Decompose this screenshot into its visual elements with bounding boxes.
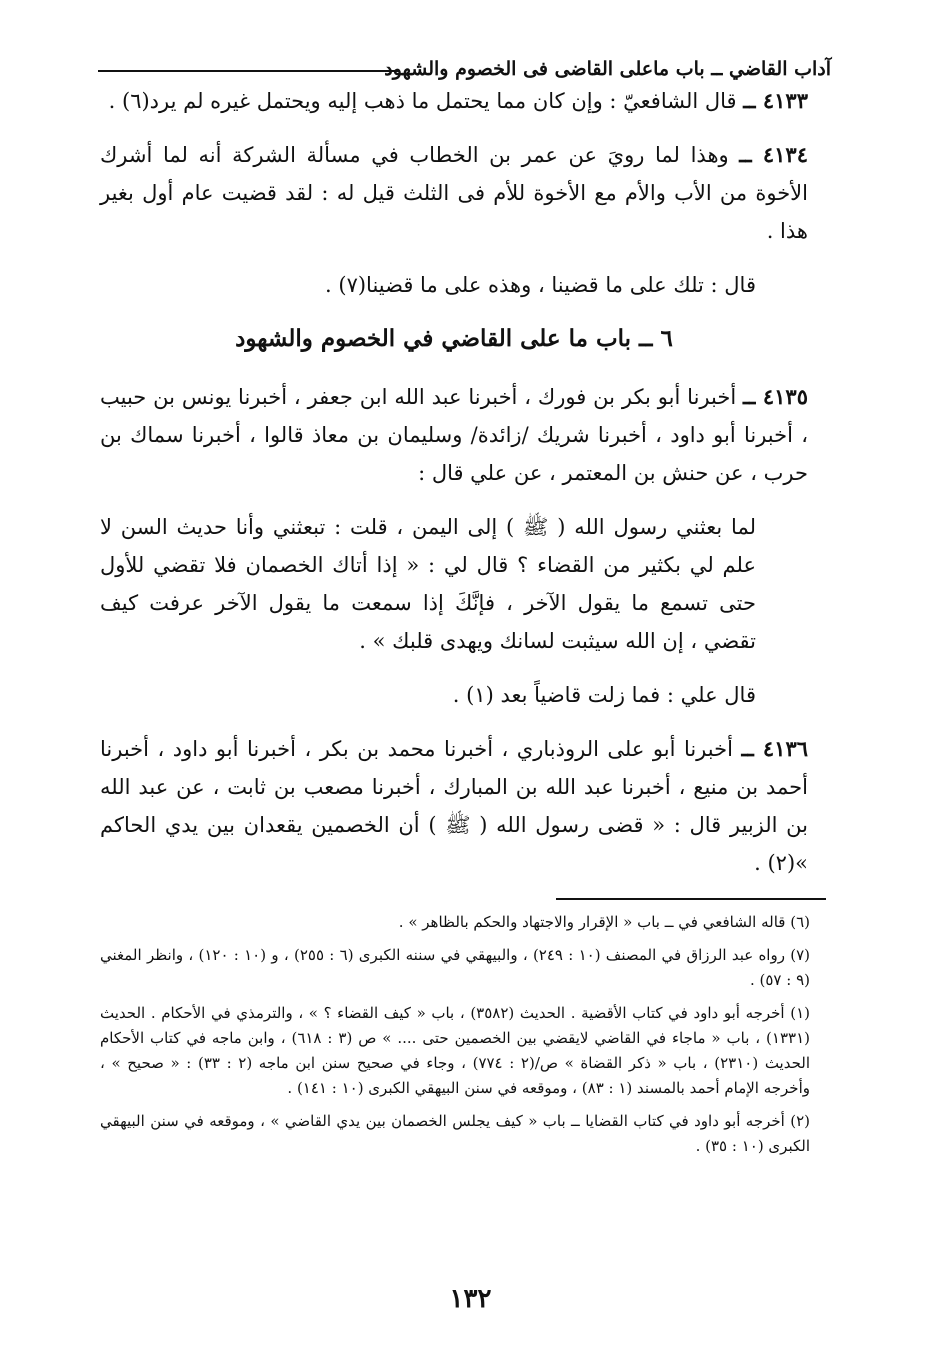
- footnote-7: (٧) رواه عبد الرزاق في المصنف (١٠ : ٢٤٩) ، والبيهقي في سننه الكبرى (٦ : ٢٥٥) ، و (١٠ : ١٢٠) ، وانظر المغني (٩ : ٥٧) .: [100, 946, 811, 989]
- entry-number: ٤١٣٦ ــ: [741, 736, 809, 761]
- entry-4133: [100, 82, 808, 120]
- section-title: ٦ ــ باب ما على القاضي في الخصوم والشهود: [235, 325, 673, 352]
- entry-text: قال الشافعيّ : وإن كان مما يحتمل ما ذهب إليه ويحتمل غيره لم يرد(٦) .: [108, 89, 744, 113]
- footnote-6: (٦) قاله الشافعي في ــ باب « الإقرار والاجتهاد والحكم بالظاهر » .: [398, 913, 810, 931]
- entry-number: ٤١٣٣ ــ: [743, 88, 808, 113]
- header-rule: [98, 70, 400, 72]
- entry-4135-reply: قال علي : فما زلت قاضياً بعد (١) .: [452, 683, 756, 707]
- entry-number: ٤١٣٥ ــ: [743, 384, 808, 409]
- entry-text: أخبرنا أبو بكر بن فورك ، أخبرنا عبد الله ابن جعفر ، أخبرنا يونس بن حبيب ، أخبرنا أبو داود ، أخبرنا شريك /زائدة/ وسليمان بن معاذ قالوا ، أخبرنا سماك بن حرب ، عن حنش بن المعتمر ، عن علي قال :: [100, 385, 808, 485]
- entry-number: ٤١٣٤ ــ: [739, 142, 808, 167]
- entry-text: وهذا لما رويَ عن عمر بن الخطاب في مسألة الشركة أنه لما أشرك الأخوة من الأب والأم مع الأخوة للأم فى الثلث قيل له : لقد قضيت عام أول بغير هذا .: [100, 143, 808, 243]
- entry-4136: [100, 730, 808, 882]
- footnote-2: (٢) أخرجه أبو داود في كتاب القضايا ــ باب « كيف يجلس الخصمان بين يدي القاضي » ، وموقعه في سنن البيهقي الكبرى (١٠ : ٣٥) .: [100, 1112, 810, 1155]
- running-head: آداب القاضي ــ باب ماعلى القاضى فى الخصوم والشهود: [384, 58, 831, 80]
- hadith-quote: لما بعثني رسول الله ( ﷺ ) إلى اليمن ، قلت : تبعثني وأنا حديث السن لا علم لي بكثير من القضاء ؟ قال لي : « إذا أتاك الخصمان فلا تقضي للأول حتى تسمع ما يقول الآخر ، فإنَّكَ إذا سمعت ما يقول الآخر عرفت كيف تقضي ، إن الله سيثبت لسانك ويهدى قلبك » .: [100, 515, 756, 653]
- footnote-1: (١) أخرجه أبو داود في كتاب الأقضية . الحديث (٣٥٨٢) ، باب « كيف القضاء ؟ » ، والترمذي في الأحكام . الحديث (١٣٣١) ، باب « ماجاء في القاضي لايقضي بين الخصمين حتى .... » ص (٣ : ٦١٨) ، وابن ماجه في كتاب الأحكام الحديث (٢٣١٠) ، باب « ذكر القضاة » ص/(٢ : ٧٧٤) ، وجاء في صحيح سنن ابن ماجه (٢ : ٣٣) : « صحيح » ، وأخرجه الإمام أحمد بالمسند (١ : ٨٣) ، وموقعه في سنن البيهقي الكبرى (١٠ : ١٤١) .: [100, 1004, 811, 1097]
- page-number: ١٣٢: [449, 1284, 492, 1314]
- footnotes-rule: [556, 898, 826, 900]
- main-text: [100, 82, 808, 898]
- footnotes: [100, 910, 810, 1167]
- entry-text: أخبرنا أبو على الروذباري ، أخبرنا محمد بن بكر ، أخبرنا أبو داود ، أخبرنا أحمد بن منيع ، أخبرنا عبد الله بن المبارك ، أخبرنا مصعب بن ثابت ، عن عبد الله بن الزبير قال : « قضى رسول الله ( ﷺ ) أن الخصمين يقعدان بين يدي الحاكم »(٢) .: [100, 737, 808, 875]
- entry-4134-reply: قال : تلك على ما قضينا ، وهذه على ما قضينا(٧) .: [325, 273, 756, 297]
- entry-4134: [100, 136, 808, 250]
- entry-4135: [100, 378, 808, 492]
